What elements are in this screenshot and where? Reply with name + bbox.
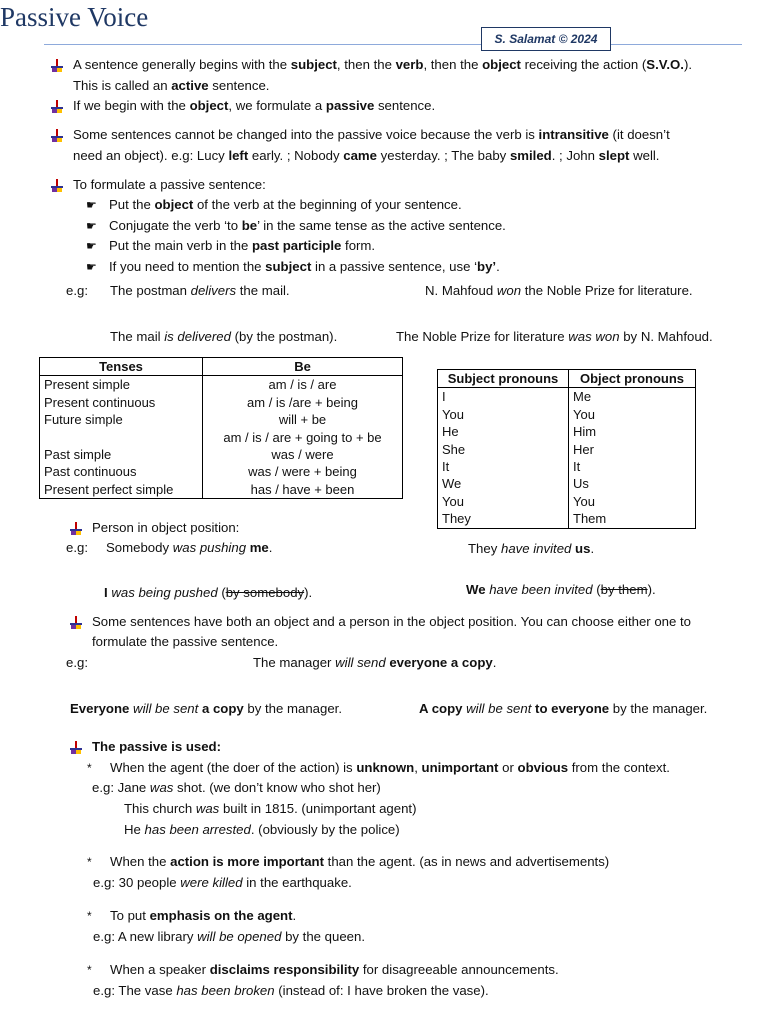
paragraph-svo-line2: This is called an active sentence.: [73, 78, 270, 93]
be-form-cell: am / is / are + going to + be: [203, 429, 403, 446]
table-header: Tenses: [40, 358, 203, 376]
use-1: When the agent (the doer of the action) is unknown, unimportant or obvious from the context.: [110, 760, 670, 775]
paragraph-intransitive: Some sentences cannot be changed into the passive voice because the verb is intransitive (it doesn’t: [73, 127, 670, 142]
example-object-passive-1: I was being pushed (by somebody).: [104, 585, 313, 600]
four-color-pin-bullet-icon: [50, 100, 64, 114]
object-pronoun-cell: Us: [569, 475, 696, 492]
use-4: When a speaker disclaims responsibility for disagreeable announcements.: [110, 962, 559, 977]
table-row: [438, 458, 696, 475]
subject-pronoun-cell: You: [438, 493, 569, 510]
use-2: When the action is more important than the agent. (as in news and advertisements): [110, 854, 610, 869]
pointing-hand-icon: ☛: [86, 198, 97, 212]
four-color-pin-bullet-icon: [69, 522, 83, 536]
asterisk-bullet-icon: *: [87, 909, 92, 923]
table-row: [438, 406, 696, 423]
table-header: Subject pronouns: [438, 370, 569, 388]
subject-pronoun-cell: It: [438, 458, 569, 475]
step-1: Put the object of the verb at the beginning of your sentence.: [109, 197, 462, 212]
pointing-hand-icon: ☛: [86, 260, 97, 274]
be-form-cell: will + be: [203, 411, 403, 428]
asterisk-bullet-icon: *: [87, 963, 92, 977]
tense-cell: Present continuous: [40, 394, 203, 411]
be-form-cell: has / have + been: [203, 481, 403, 499]
paragraph-svo: A sentence generally begins with the subject, then the verb, then the object receiving the action (S.V.O.).: [73, 57, 692, 72]
four-color-pin-bullet-icon: [69, 616, 83, 630]
step-3: Put the main verb in the past participle form.: [109, 238, 376, 253]
use-3-example: e.g: A new library will be opened by the queen.: [93, 929, 366, 944]
example-passive-2: The Noble Prize for literature was won by N. Mahfoud.: [396, 329, 713, 344]
subject-pronoun-cell: She: [438, 441, 569, 458]
be-form-cell: was / were: [203, 446, 403, 463]
subject-pronoun-cell: You: [438, 406, 569, 423]
example-passive-1: The mail is delivered (by the postman).: [110, 329, 338, 344]
paragraph-intransitive-line2: need an object). e.g: Lucy left early. ; Nobody came yesterday. ; The baby smiled. ; John slept well.: [73, 148, 660, 163]
table-row: [438, 493, 696, 510]
object-pronoun-cell: Him: [569, 423, 696, 440]
eg-label: e.g:: [66, 540, 88, 555]
tense-cell: Past simple: [40, 446, 203, 463]
object-pronoun-cell: Her: [569, 441, 696, 458]
table-row: [438, 388, 696, 406]
use-1-example-3: He has been arrested. (obviously by the police): [124, 822, 400, 837]
object-pronoun-cell: Me: [569, 388, 696, 406]
step-2: Conjugate the verb ‘to be’ in the same tense as the active sentence.: [109, 218, 506, 233]
pointing-hand-icon: ☛: [86, 239, 97, 253]
table-row: [40, 376, 403, 394]
four-color-pin-bullet-icon: [69, 741, 83, 755]
example-two-objects-passive-1: Everyone will be sent a copy by the manager.: [70, 701, 342, 716]
table-row: [40, 463, 403, 480]
four-color-pin-bullet-icon: [50, 179, 64, 193]
example-two-objects: The manager will send everyone a copy.: [253, 655, 497, 670]
eg-label: e.g:: [66, 655, 88, 670]
object-pronoun-cell: You: [569, 406, 696, 423]
title-underline: [44, 44, 742, 45]
step-4: If you need to mention the subject in a passive sentence, use ‘by’.: [109, 259, 500, 274]
eg-label: e.g:: [66, 283, 88, 298]
four-color-pin-bullet-icon: [50, 129, 64, 143]
table-row: [438, 423, 696, 440]
tense-cell: [40, 429, 203, 446]
example-object-2: They have invited us.: [468, 541, 595, 556]
page-title: Passive Voice: [0, 2, 149, 32]
paragraph-passive-def: If we begin with the object, we formulate a passive sentence.: [73, 98, 436, 113]
tense-cell: Future simple: [40, 411, 203, 428]
be-form-cell: was / were + being: [203, 463, 403, 480]
table-row: [438, 441, 696, 458]
tenses-table: [39, 357, 403, 499]
table-header: Be: [203, 358, 403, 376]
table-row: [40, 394, 403, 411]
asterisk-bullet-icon: *: [87, 761, 92, 775]
object-pronoun-cell: Them: [569, 510, 696, 528]
subject-pronoun-cell: I: [438, 388, 569, 406]
tense-cell: Past continuous: [40, 463, 203, 480]
four-color-pin-bullet-icon: [50, 59, 64, 73]
example-object-1: Somebody was pushing me.: [106, 540, 273, 555]
be-form-cell: am / is / are: [203, 376, 403, 394]
pointing-hand-icon: ☛: [86, 219, 97, 233]
example-active-2: N. Mahfoud won the Noble Prize for literature.: [425, 283, 693, 298]
formulate-intro: To formulate a passive sentence:: [73, 177, 266, 192]
two-objects-line1: Some sentences have both an object and a person in the object position. You can choose either one to: [92, 614, 691, 629]
subject-pronoun-cell: We: [438, 475, 569, 492]
table-row: [438, 475, 696, 492]
tense-cell: Present perfect simple: [40, 481, 203, 499]
example-active-1: The postman delivers the mail.: [110, 283, 290, 298]
object-position-intro: Person in object position:: [92, 520, 240, 535]
be-form-cell: am / is /are + being: [203, 394, 403, 411]
subject-pronoun-cell: He: [438, 423, 569, 440]
author-box: S. Salamat © 2024: [481, 27, 611, 51]
example-object-passive-2: We have been invited (by them).: [466, 582, 656, 597]
table-header: Object pronouns: [569, 370, 696, 388]
table-row: [40, 446, 403, 463]
example-two-objects-passive-2: A copy will be sent to everyone by the manager.: [419, 701, 708, 716]
use-4-example: e.g: The vase has been broken (instead of: I have broken the vase).: [93, 983, 489, 998]
use-3: To put emphasis on the agent.: [110, 908, 297, 923]
two-objects-line2: formulate the passive sentence.: [92, 634, 279, 649]
use-1-example-1: e.g: Jane was shot. (we don’t know who shot her): [92, 780, 381, 795]
asterisk-bullet-icon: *: [87, 855, 92, 869]
passive-uses-heading: The passive is used:: [92, 739, 221, 754]
use-2-example: e.g: 30 people were killed in the earthquake.: [93, 875, 352, 890]
subject-pronoun-cell: They: [438, 510, 569, 528]
table-row: [438, 510, 696, 528]
table-row: [40, 429, 403, 446]
table-row: [40, 411, 403, 428]
tense-cell: Present simple: [40, 376, 203, 394]
object-pronoun-cell: It: [569, 458, 696, 475]
table-row: [40, 481, 403, 499]
pronouns-table: [437, 369, 696, 529]
object-pronoun-cell: You: [569, 493, 696, 510]
use-1-example-2: This church was built in 1815. (unimportant agent): [124, 801, 417, 816]
